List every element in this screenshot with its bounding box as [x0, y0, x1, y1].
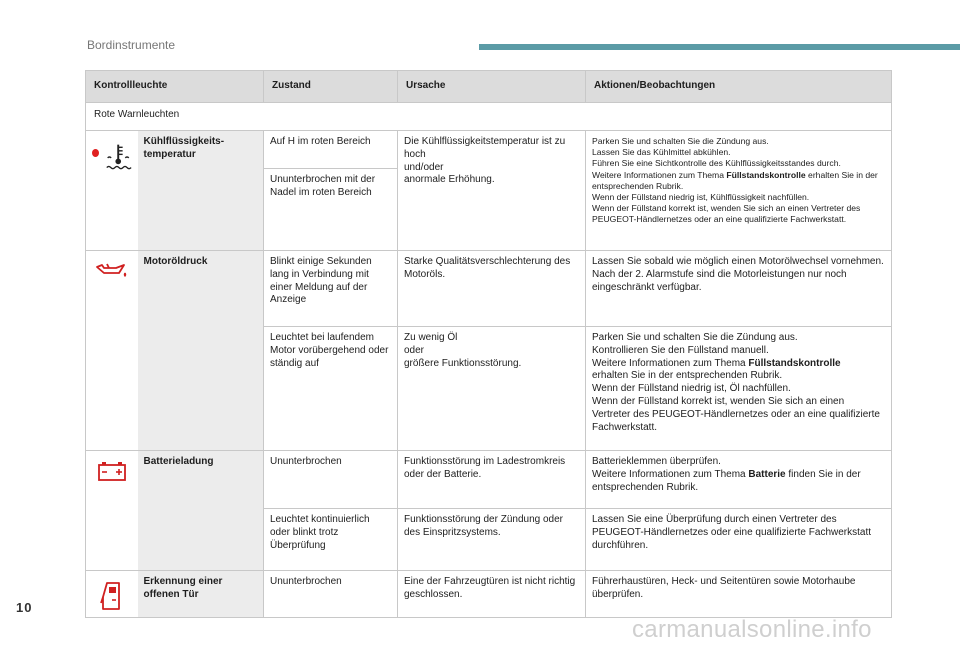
group-label: Rote Warnleuchten [86, 103, 892, 131]
column-header-kontrollleuchte: Kontrollleuchte [86, 71, 264, 103]
oil-action-1: Lassen Sie sobald wie möglich einen Motorölwechsel vornehmen. Nach der 2. Alarmstufe sind die Motorleistungen nur noch eingeschränkt verfügbar. [586, 251, 892, 327]
red-indicator-dot-icon [92, 149, 99, 157]
open-door-icon [99, 580, 125, 612]
coolant-icon-cell [86, 131, 138, 251]
page-number: 10 [16, 600, 33, 615]
coolant-temperature-icon [105, 140, 131, 174]
oil-pressure-icon [95, 260, 129, 280]
coolant-cause: Die Kühlflüssigkeitstemperatur ist zu hoch und/oder anormale Erhöhung. [398, 131, 586, 251]
column-header-ursache: Ursache [398, 71, 586, 103]
warning-lights-table [85, 70, 892, 618]
door-name: Erkennung einer offenen Tür [138, 571, 264, 618]
oil-state-1: Blinkt einige Sekunden lang in Verbindung mit einer Meldung auf der Anzeige [264, 251, 398, 327]
battery-cause-2: Funktionsstörung der Zündung oder des Einspritzsystems. [398, 509, 586, 571]
table-row [86, 571, 892, 618]
battery-action-1: Batterieklemmen überprüfen. Weitere Informationen zum Thema Batterie finden Sie in der entsprechenden Rubrik. [586, 451, 892, 509]
battery-action-2: Lassen Sie eine Überprüfung durch einen Vertreter des PEUGEOT-Händlernetzes oder eine qualifizierte Fachwerkstatt durchführen. [586, 509, 892, 571]
coolant-state-1: Auf H im roten Bereich [264, 131, 398, 169]
battery-icon-cell [86, 451, 138, 571]
battery-name: Batterieladung [138, 451, 264, 571]
oil-name: Motoröldruck [138, 251, 264, 451]
battery-state-1: Ununterbrochen [264, 451, 398, 509]
table-row [86, 251, 892, 327]
battery-state-2: Leuchtet kontinuierlich oder blinkt trotz Überprüfung [264, 509, 398, 571]
watermark: carmanualsonline.info [632, 616, 872, 643]
oil-action-2: Parken Sie und schalten Sie die Zündung aus. Kontrollieren Sie den Füllstand manuell. Weitere Informationen zum Thema Füllstandskontrolle erhalten Sie in der entsprechenden Rubrik. Wenn der Füllstand niedrig ist, Öl nachfüllen. Wenn der Füllstand korrekt ist, wenden Sie sich an einen Vertreter des PEUGEOT-Händlernetzes oder an eine qualifizierte Fachwerkstatt. [586, 327, 892, 451]
table-header-row [86, 71, 892, 103]
column-header-aktionen: Aktionen/Beobachtungen [586, 71, 892, 103]
section-title: Bordinstrumente [87, 38, 176, 52]
oil-cause-2: Zu wenig Öl oder größere Funktionsstörung. [398, 327, 586, 451]
door-action: Führerhaustüren, Heck- und Seitentüren sowie Motorhaube überprüfen. [586, 571, 892, 618]
coolant-state-2: Ununterbrochen mit der Nadel im roten Bereich [264, 169, 398, 251]
battery-icon [97, 460, 127, 482]
coolant-name: Kühlflüssigkeits- temperatur [138, 131, 264, 251]
group-row [86, 103, 892, 131]
door-state: Ununterbrochen [264, 571, 398, 618]
door-icon-cell [86, 571, 138, 618]
table-row [86, 131, 892, 169]
oil-cause-1: Starke Qualitätsverschlechterung des Motoröls. [398, 251, 586, 327]
table-row [86, 451, 892, 509]
column-header-zustand: Zustand [264, 71, 398, 103]
battery-cause-1: Funktionsstörung im Ladestromkreis oder der Batterie. [398, 451, 586, 509]
oil-icon-cell [86, 251, 138, 451]
oil-state-2: Leuchtet bei laufendem Motor vorübergehend oder ständig auf [264, 327, 398, 451]
header-accent-bar [479, 44, 960, 50]
door-cause: Eine der Fahrzeugtüren ist nicht richtig geschlossen. [398, 571, 586, 618]
coolant-actions: Parken Sie und schalten Sie die Zündung aus. Lassen Sie das Kühlmittel abkühlen. Führen Sie eine Sichtkontrolle des Kühlflüssigkeitsstandes durch. Weitere Informationen zum Thema Füllstandskontrolle erhalten Sie in der entsprechenden Rubrik. Wenn der Füllstand niedrig ist, Kühlflüssigkeit nachfüllen. Wenn der Füllstand korrekt ist, wenden Sie sich an einen Vertreter des PEUGEOT-Händlernetzes oder an eine qualifizierte Fachwerkstatt. [586, 131, 892, 251]
